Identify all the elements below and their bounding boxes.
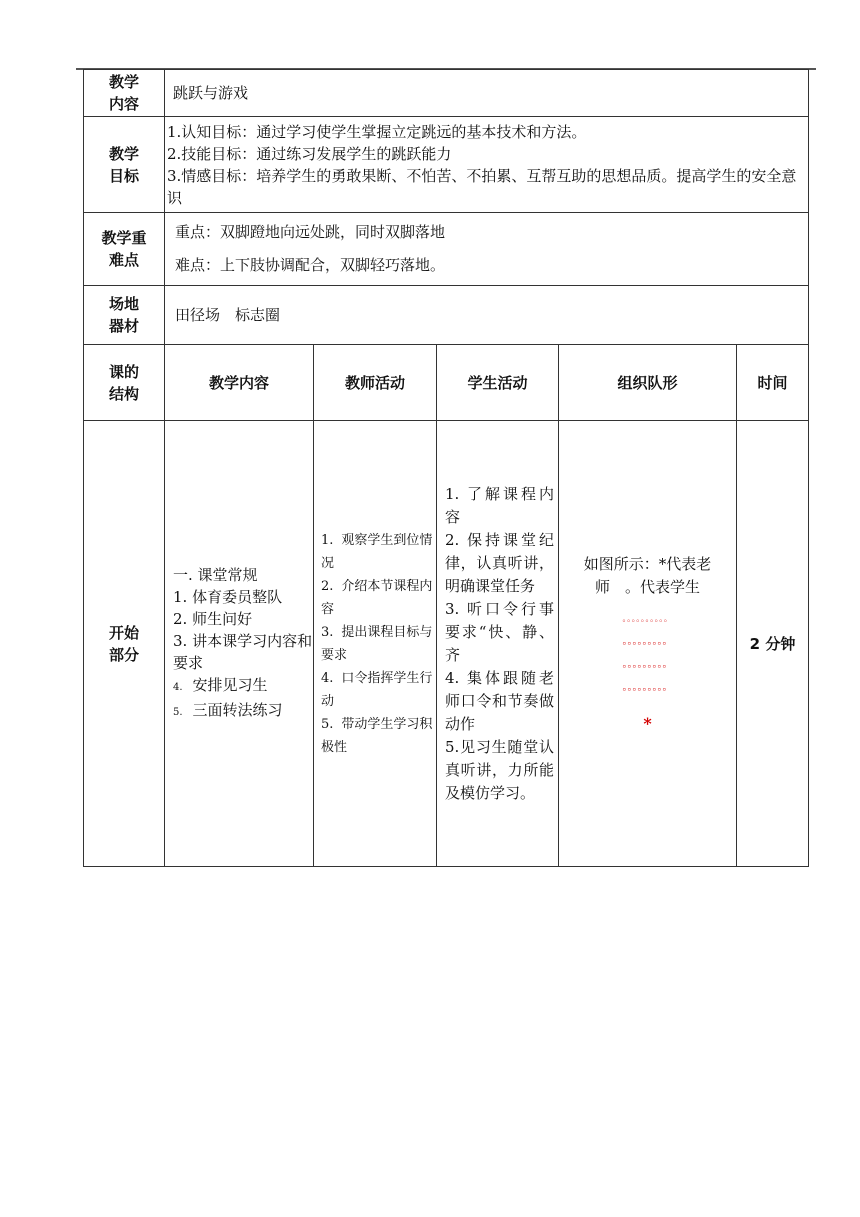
header-venue: 场地 器材	[84, 286, 165, 345]
header-structure: 课的 结构	[84, 345, 165, 421]
content-item: 1. 体育委员整队	[173, 587, 283, 606]
goal-item: 1.认知目标：通过学习使学生掌握立定跳远的基本技术和方法。	[167, 122, 587, 141]
header-content: 教学 内容	[84, 70, 165, 117]
formation-diagram	[559, 421, 737, 867]
key-point: 重点：双脚蹬地向远处跳，同时双脚落地	[175, 223, 446, 241]
column-header-student: 学生活动	[437, 345, 559, 421]
header-key-points: 教学重 难点	[84, 213, 165, 286]
section-content	[165, 421, 314, 867]
column-header-content: 教学内容	[165, 345, 314, 421]
teacher-item: 3. 提出课程目标与要求	[321, 624, 433, 663]
row-content	[84, 70, 809, 117]
student-item: 3. 听口令行事要求“快、静、齐	[445, 599, 554, 664]
content-item: 一. 课堂常规	[173, 565, 258, 584]
goal-item: 2.技能目标：通过练习发展学生的跳跃能力	[167, 144, 452, 163]
content-item: 4. 安排见习生	[173, 675, 268, 694]
lesson-topic: 跳跃与游戏	[165, 70, 809, 117]
goals-list	[165, 117, 809, 213]
student-row-dots: 。。。。。。。。。	[622, 681, 673, 693]
teacher-item: 5. 带动学生学习积极性	[321, 716, 433, 755]
student-row-dots: 。。。。。。。。。。	[622, 613, 673, 623]
header-goals: 教学 目标	[84, 117, 165, 213]
content-item: 2. 师生问好	[173, 609, 253, 628]
student-item: 4. 集体跟随老师口令和节奏做动作	[445, 668, 554, 733]
content-item: 5. 三面转法练习	[173, 700, 283, 719]
student-row-dots: 。。。。。。。。。	[622, 635, 673, 647]
row-goals	[84, 117, 809, 213]
teacher-item: 2. 介绍本节课程内容	[321, 578, 433, 617]
lesson-plan-table	[83, 69, 809, 867]
teacher-item: 4. 口令指挥学生行动	[321, 670, 433, 709]
student-item: 2. 保持课堂纪律，认真听讲，明确课堂任务	[445, 530, 554, 595]
teacher-item: 1. 观察学生到位情况	[321, 532, 433, 571]
row-venue	[84, 286, 809, 345]
student-item: 1. 了解课程内容	[445, 484, 554, 526]
goal-item: 3.情感目标：培养学生的勇敢果断、不怕苦、不拍累、互帮互助的思想品质。提高学生的安全意识	[167, 166, 797, 207]
teacher-activities	[314, 421, 437, 867]
row-opening-section	[84, 421, 809, 867]
teacher-position-mark: *	[643, 713, 652, 733]
section-label: 开始 部分	[84, 421, 165, 867]
column-header-time: 时间	[737, 345, 809, 421]
row-key-points	[84, 213, 809, 286]
formation-caption: 如图所示：*代表老师 。代表学生	[583, 554, 712, 596]
student-item: 5.见习生随堂认真听讲，力所能及模仿学习。	[445, 737, 554, 802]
row-column-headers	[84, 345, 809, 421]
student-row-dots: 。。。。。。。。。	[622, 658, 673, 670]
column-header-teacher: 教师活动	[314, 345, 437, 421]
key-points	[165, 213, 809, 286]
section-time: 2 分钟	[737, 421, 809, 867]
venue-equipment: 田径场 标志圈	[165, 286, 809, 345]
column-header-formation: 组织队形	[559, 345, 737, 421]
student-activities	[437, 421, 559, 867]
difficulty-point: 难点：上下肢协调配合，双脚轻巧落地。	[175, 256, 446, 274]
content-item: 3. 讲本课学习内容和要求	[173, 631, 313, 672]
